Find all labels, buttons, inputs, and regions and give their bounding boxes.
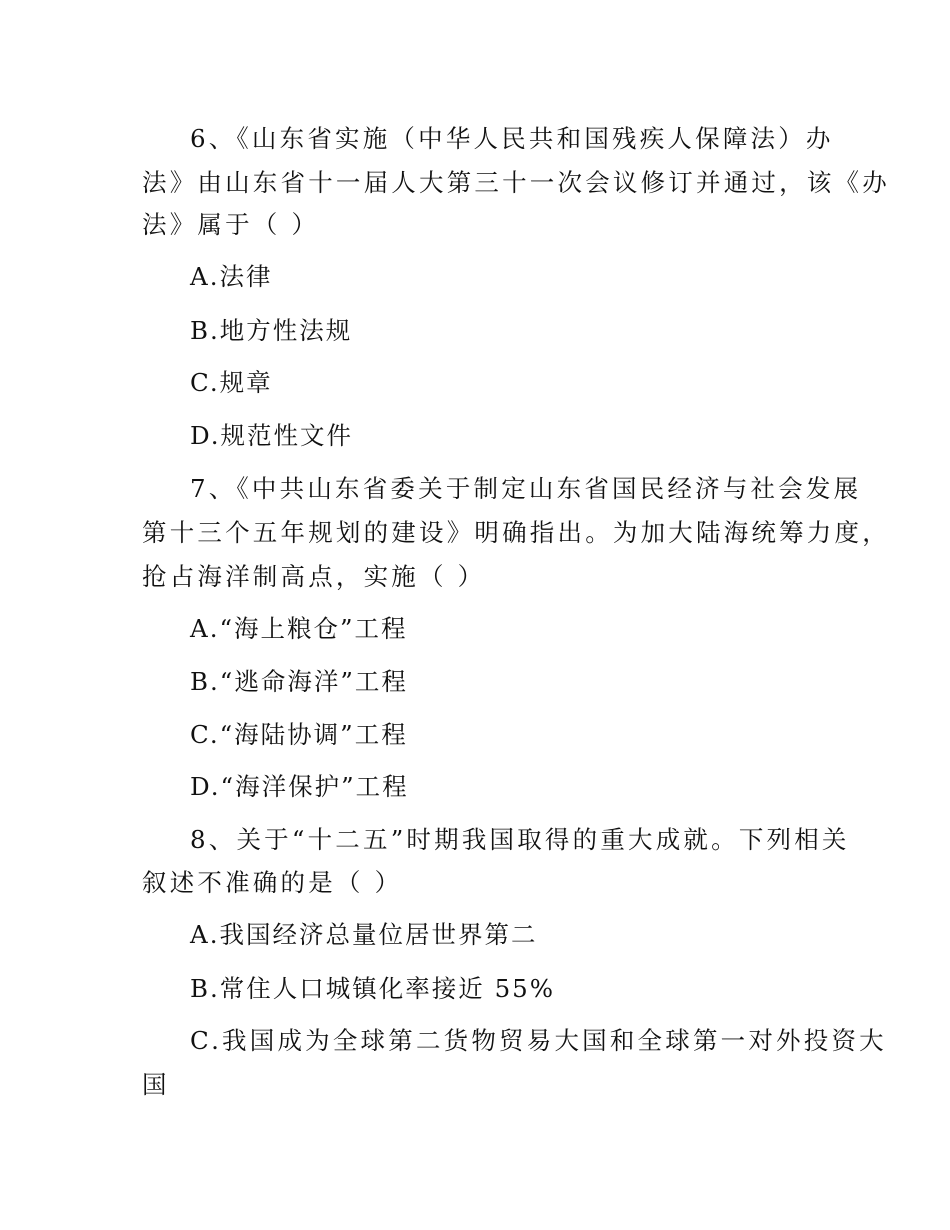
question-8-option-c-line-2: 国 bbox=[142, 1070, 170, 1099]
question-6-option-d: D.规范性文件 bbox=[190, 421, 354, 450]
question-7-option-c: C.“海陆协调”工程 bbox=[190, 720, 408, 749]
question-8-option-c-line-1: C.我国成为全球第二货物贸易大国和全球第一对外投资大 bbox=[190, 1026, 887, 1055]
question-6-line-1: 6、《山东省实施（中华人民共和国残疾人保障法）办 bbox=[190, 124, 834, 153]
question-7-option-d: D.“海洋保护”工程 bbox=[190, 772, 409, 801]
question-8-line-2: 叙述不准确的是（ ） bbox=[142, 868, 403, 897]
question-7-option-b: B.“逃命海洋”工程 bbox=[190, 667, 408, 696]
question-6-line-2: 法》由山东省十一届人大第三十一次会议修订并通过，该《办 bbox=[142, 168, 890, 197]
question-6-option-c: C.规章 bbox=[190, 368, 273, 397]
question-6-line-3: 法》属于（ ） bbox=[142, 210, 320, 239]
question-8-option-a: A.我国经济总量位居世界第二 bbox=[190, 920, 538, 949]
question-6-option-b: B.地方性法规 bbox=[190, 316, 353, 345]
question-8-line-1: 8、关于“十二五”时期我国取得的重大成就。下列相关 bbox=[190, 825, 850, 854]
question-7-option-a: A.“海上粮仓”工程 bbox=[190, 614, 408, 643]
question-8-option-b: B.常住人口城镇化率接近 55% bbox=[190, 974, 556, 1003]
question-7-line-2: 第十三个五年规划的建设》明确指出。为加大陆海统筹力度， bbox=[142, 518, 890, 547]
question-7-line-1: 7、《中共山东省委关于制定山东省国民经济与社会发展 bbox=[190, 474, 862, 503]
question-6-option-a: A.法律 bbox=[190, 262, 273, 291]
question-7-line-3: 抢占海洋制高点，实施（ ） bbox=[142, 562, 486, 591]
